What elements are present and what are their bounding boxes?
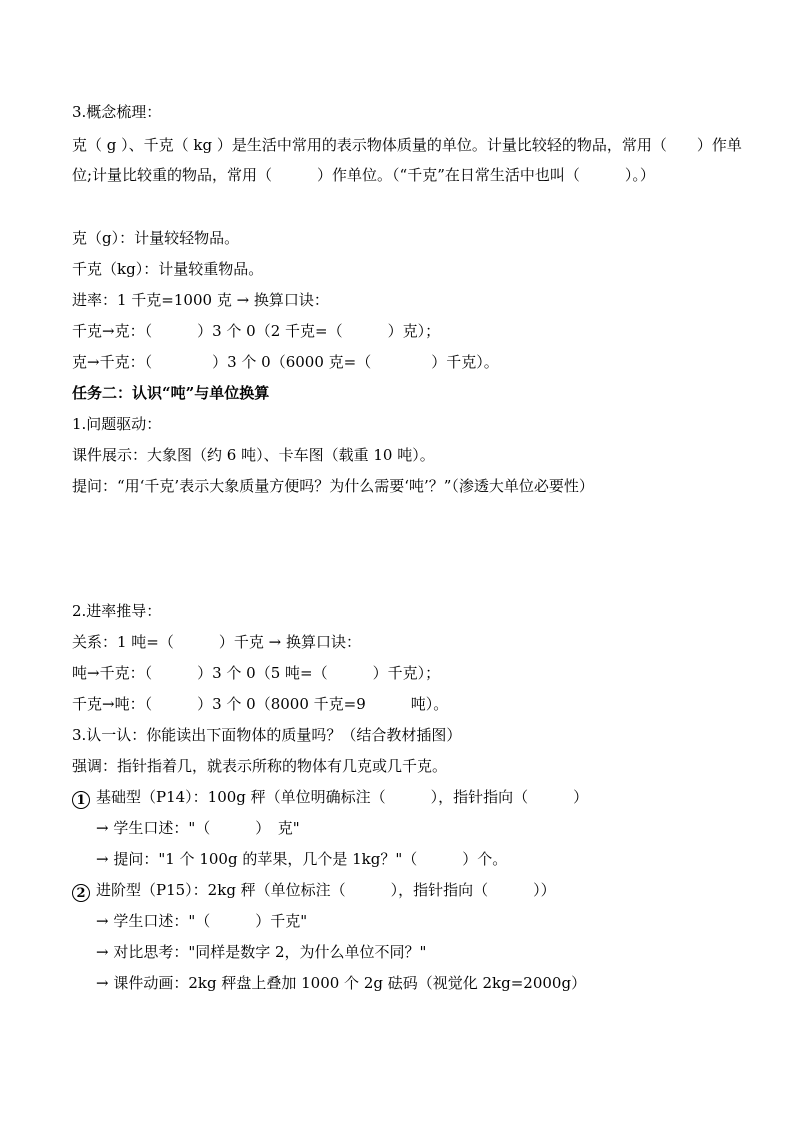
ton-to-kg-rule: 吨→千克：（ ）3 个 0（5 吨=（ ）千克）； bbox=[72, 664, 441, 682]
rate-derivation-heading: 2.进率推导： bbox=[72, 602, 162, 620]
advanced-type-item bbox=[72, 880, 752, 902]
kg-to-g-rule: 千克→克：（ ）3 个 0（2 千克=（ ）克）； bbox=[72, 322, 441, 340]
basic-question: → 提问："1 个 100g 的苹果，几个是 1kg？"（ ）个。 bbox=[96, 850, 508, 868]
gram-definition: 克（g）：计量较轻物品。 bbox=[72, 229, 240, 247]
question-line: 提问：“用‘千克’表示大象质量方便吗？为什么需要‘吨’？”（渗透大单位必要性） bbox=[72, 477, 594, 495]
recognize-heading: 3.认一认：你能读出下面物体的质量吗？（结合教材插图） bbox=[72, 726, 462, 744]
kg-to-ton-rule: 千克→吨：（ ）3 个 0（8000 千克=9 吨）。 bbox=[72, 695, 449, 713]
advanced-student-recite: → 学生口述："（ ）千克" bbox=[96, 912, 308, 930]
courseware-display-line: 课件展示：大象图（约 6 吨）、卡车图（载重 10 吨）。 bbox=[72, 446, 435, 464]
circled-number-two: 2 bbox=[72, 884, 90, 902]
kilogram-definition: 千克（kg）：计量较重物品。 bbox=[72, 260, 264, 278]
emphasis-line: 强调：指针指着几，就表示所称的物体有几克或几千克。 bbox=[72, 757, 448, 775]
ton-relation-line: 关系：1 吨=（ ）千克 → 换算口诀： bbox=[72, 633, 361, 651]
g-to-kg-rule: 克→千克：（ ）3 个 0（6000 克=（ ）千克）。 bbox=[72, 353, 499, 371]
advanced-type-text: 进阶型（P15）：2kg 秤（单位标注（ ），指针指向（ ）） bbox=[96, 881, 556, 899]
advanced-courseware-animation: → 课件动画：2kg 秤盘上叠加 1000 个 2g 砝码（视觉化 2kg=2000g） bbox=[96, 974, 587, 992]
basic-type-item bbox=[72, 787, 752, 809]
circled-number-one: 1 bbox=[72, 791, 90, 809]
section-heading-concept-review: 3.概念梳理： bbox=[72, 103, 162, 121]
conversion-rate-line: 进率：1 千克=1000 克 → 换算口诀： bbox=[72, 291, 329, 309]
basic-type-text: 基础型（P14）：100g 秤（单位明确标注（ ），指针指向（ ） bbox=[96, 788, 589, 806]
problem-driven-heading: 1.问题驱动： bbox=[72, 415, 162, 433]
advanced-compare-think: → 对比思考："同样是数字 2，为什么单位不同？" bbox=[96, 943, 427, 961]
basic-student-recite: → 学生口述："（ ） 克" bbox=[96, 819, 300, 837]
task-two-heading: 任务二：认识“吨”与单位换算 bbox=[72, 384, 270, 402]
concept-paragraph: 克（ g ）、千克（ kg ）是生活中常用的表示物体质量的单位。计量比较轻的物品，常用（ ）作单位;计量比较重的物品，常用（ ）作单位。（“千克”在日常生活中也叫（ ）。） bbox=[72, 136, 742, 184]
